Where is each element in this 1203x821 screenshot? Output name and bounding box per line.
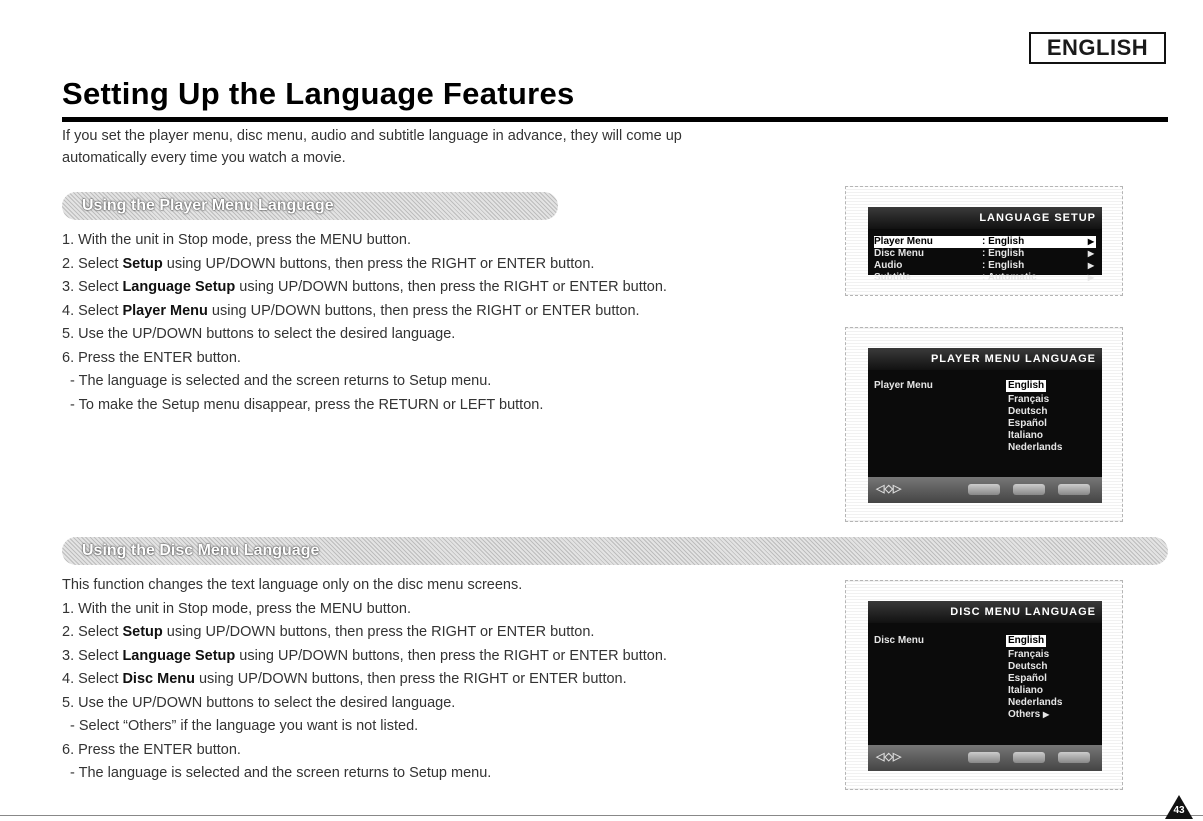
arrow-right-icon: ▶ xyxy=(1087,237,1094,246)
title-rule xyxy=(62,117,1168,122)
step-line: 2. Select Setup using UP/DOWN buttons, then press the RIGHT or ENTER button. xyxy=(62,624,595,640)
osd-option: Español xyxy=(1008,418,1047,429)
arrow-right-icon: ▶ xyxy=(1087,273,1094,282)
menu-key-icon xyxy=(1058,484,1090,495)
osd-panel xyxy=(868,207,1102,283)
osd-option: Others ▶ xyxy=(1008,709,1050,720)
arrow-right-icon: ▶ xyxy=(1043,710,1050,719)
osd-row-disc-menu: Disc Menu : English ▶ xyxy=(874,248,1094,259)
step-note: - The language is selected and the screen returns to Setup menu. xyxy=(70,765,492,781)
step-note: - Select “Others” if the language you want is not listed. xyxy=(70,718,419,734)
osd-title: LANGUAGE SETUP xyxy=(868,207,1102,229)
step-line: 1. With the unit in Stop mode, press the MENU button. xyxy=(62,232,411,248)
osd-panel xyxy=(868,601,1102,771)
arrow-right-icon: ▶ xyxy=(1087,249,1094,258)
language-setup-screen xyxy=(845,186,1123,296)
intro-line-1: If you set the player menu, disc menu, audio and subtitle language in advance, they will come up xyxy=(62,128,682,144)
osd-option: Español xyxy=(1008,673,1047,684)
page-number: 43 xyxy=(1173,805,1185,816)
osd-row-audio: Audio : English ▶ xyxy=(874,260,1094,271)
osd-option: Nederlands xyxy=(1008,697,1063,708)
osd-title: DISC MENU LANGUAGE xyxy=(868,601,1102,623)
osd-option: Italiano xyxy=(1008,430,1044,441)
dpad-icon: ◁◇▷ xyxy=(876,751,902,763)
menu-key-icon xyxy=(1058,752,1090,763)
section-heading-disc-menu: Using the Disc Menu Language xyxy=(62,537,1168,565)
osd-option: Nederlands xyxy=(1008,442,1063,453)
intro-line-2: automatically every time you watch a movie. xyxy=(62,150,346,166)
player-menu-steps xyxy=(62,229,667,417)
enter-key-icon xyxy=(968,752,1000,763)
disc-menu-steps xyxy=(62,574,667,786)
arrow-right-icon: ▶ xyxy=(1087,261,1094,270)
step-line: 3. Select Language Setup using UP/DOWN buttons, then press the RIGHT or ENTER button. xyxy=(62,647,667,664)
step-line: 5. Use the UP/DOWN buttons to select the desired language. xyxy=(62,694,456,711)
intro-text xyxy=(62,125,802,169)
osd-option-selected: English xyxy=(1008,380,1045,391)
osd-option: Français xyxy=(1008,394,1050,405)
osd-option: Français xyxy=(1008,649,1050,660)
osd-label: Disc Menu xyxy=(874,635,925,646)
section-heading-player-menu: Using the Player Menu Language xyxy=(62,192,558,220)
step-line: 1. With the unit in Stop mode, press the MENU button. xyxy=(62,600,411,617)
step-note: - To make the Setup menu disappear, press the RETURN or LEFT button. xyxy=(70,396,544,413)
step-line: This function changes the text language only on the disc menu screens. xyxy=(62,577,523,593)
page-title: Setting Up the Language Features xyxy=(62,76,575,111)
bottom-rule xyxy=(0,815,1203,816)
step-line: 6. Press the ENTER button. xyxy=(62,741,241,758)
step-note: - The language is selected and the screen returns to Setup menu. xyxy=(70,373,492,389)
language-tag: ENGLISH xyxy=(1029,32,1166,64)
player-menu-language-screen xyxy=(845,327,1123,522)
osd-option: Deutsch xyxy=(1008,406,1048,417)
dpad-icon: ◁◇▷ xyxy=(876,483,902,495)
step-line: 5. Use the UP/DOWN buttons to select the desired language. xyxy=(62,326,456,342)
return-key-icon xyxy=(1013,484,1045,495)
osd-row-player-menu: Player Menu : English ▶ xyxy=(874,236,1094,247)
step-line: 2. Select Setup using UP/DOWN buttons, then press the RIGHT or ENTER button. xyxy=(62,255,595,272)
osd-control-bar xyxy=(868,477,1102,503)
step-line: 4. Select Disc Menu using UP/DOWN buttons, then press the RIGHT or ENTER button. xyxy=(62,671,627,687)
disc-menu-language-screen xyxy=(845,580,1123,790)
step-line: 4. Select Player Menu using UP/DOWN buttons, then press the RIGHT or ENTER button. xyxy=(62,302,640,319)
osd-option: Italiano xyxy=(1008,685,1044,696)
osd-option: Deutsch xyxy=(1008,661,1048,672)
osd-row-subtitle: Subtitle : Automatic ▶ xyxy=(874,272,1094,283)
return-key-icon xyxy=(1013,752,1045,763)
enter-key-icon xyxy=(968,484,1000,495)
osd-panel xyxy=(868,348,1102,503)
osd-option-selected: English xyxy=(1008,635,1045,646)
step-line: 6. Press the ENTER button. xyxy=(62,349,241,366)
osd-label: Player Menu xyxy=(874,380,933,391)
step-line: 3. Select Language Setup using UP/DOWN buttons, then press the RIGHT or ENTER button. xyxy=(62,279,667,295)
osd-title: PLAYER MENU LANGUAGE xyxy=(868,348,1102,370)
osd-control-bar xyxy=(868,745,1102,771)
